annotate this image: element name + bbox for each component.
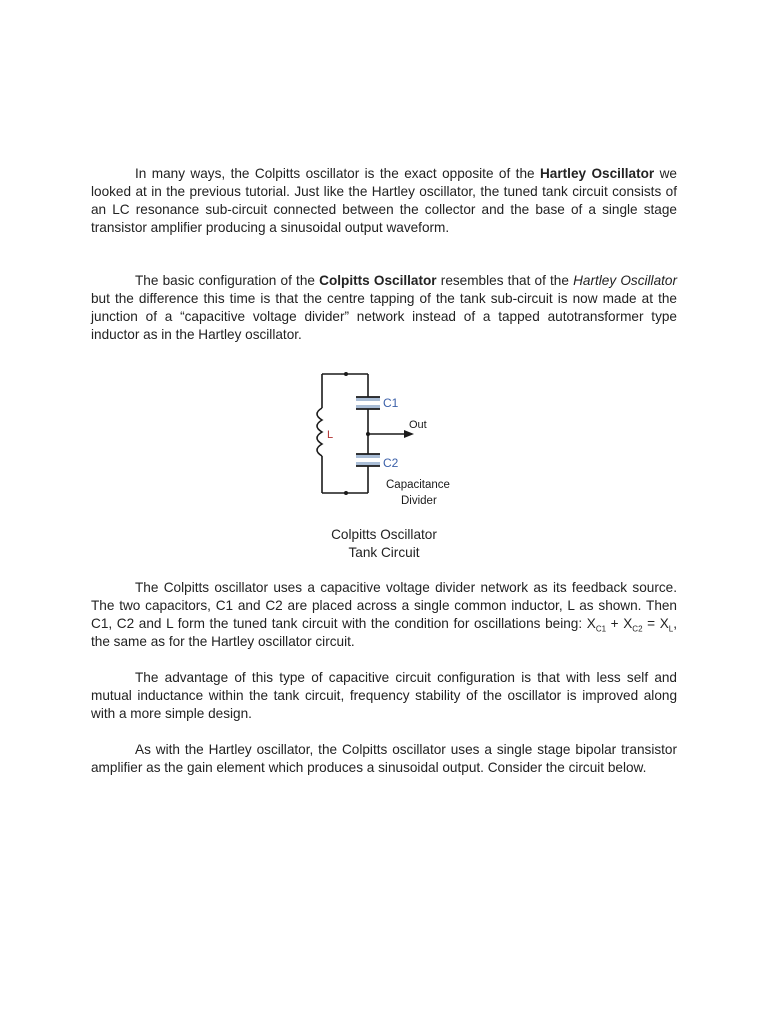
term-hartley-italic: Hartley Oscillator — [573, 273, 677, 288]
label-c1: C1 — [383, 396, 399, 410]
label-l: L — [327, 429, 334, 441]
label-out: Out — [409, 419, 427, 431]
tank-circuit-diagram — [300, 362, 470, 512]
capacitor-c1-icon — [356, 397, 380, 409]
term-colpitts-oscillator: Colpitts Oscillator — [319, 273, 437, 288]
figure-caption — [284, 526, 484, 562]
term-hartley-oscillator: Hartley Oscillator — [539, 166, 655, 181]
caption-line2: Tank Circuit — [348, 545, 420, 560]
paragraph-advantage: The advantage of this type of capacitive circuit configuration is that with less self and mutual inductance within the tank circuit, frequency stability of the oscillator is improved along with a more simple design. — [91, 670, 677, 721]
capacitor-c2-icon — [356, 454, 380, 466]
inductor-coil-icon — [317, 408, 322, 456]
label-c2: C2 — [383, 456, 399, 470]
junction-top-icon — [344, 372, 348, 376]
junction-bottom-icon — [344, 491, 348, 495]
junction-out-icon — [366, 432, 370, 436]
output-arrow-icon — [404, 430, 414, 438]
caption-line1: Colpitts Oscillator — [331, 527, 437, 542]
paragraph-intro: In many ways, the Colpitts oscillator is the exact opposite of the Hartley Oscillator we looked at in the previous tutorial. Just like the Hartley oscillator, the tuned tank circuit consists of an LC resonance sub-circuit connected between the collector and the base of a single stage transistor amplifier producing a sinusoidal output waveform. — [91, 166, 677, 235]
label-divider-line1: Capacitance — [386, 479, 450, 491]
paragraph-amplifier: As with the Hartley oscillator, the Colpitts oscillator uses a single stage bipolar transistor amplifier as the gain element which produces a sinusoidal output. Consider the circuit below. — [91, 742, 677, 775]
paragraph-configuration: The basic configuration of the Colpitts Oscillator resembles that of the Hartley Oscillator but the difference this time is that the centre tapping of the tank sub-circuit is now made at the junction of a “capacitive voltage divider” network instead of a tapped autotransformer type inductor as in the Hartley oscillator. — [91, 273, 677, 342]
paragraph-feedback: The Colpitts oscillator uses a capacitive voltage divider network as its feedback source. The two capacitors, C1 and C2 are placed across a single common inductor, L as shown. Then C1, C2 and L form the tuned tank circuit with the condition for oscillations being: $X_{C1} + X_{C2} = X_L$, the same as for the Hartley oscillator circuit. — [91, 580, 678, 649]
label-divider-line2: Divider — [401, 495, 437, 507]
